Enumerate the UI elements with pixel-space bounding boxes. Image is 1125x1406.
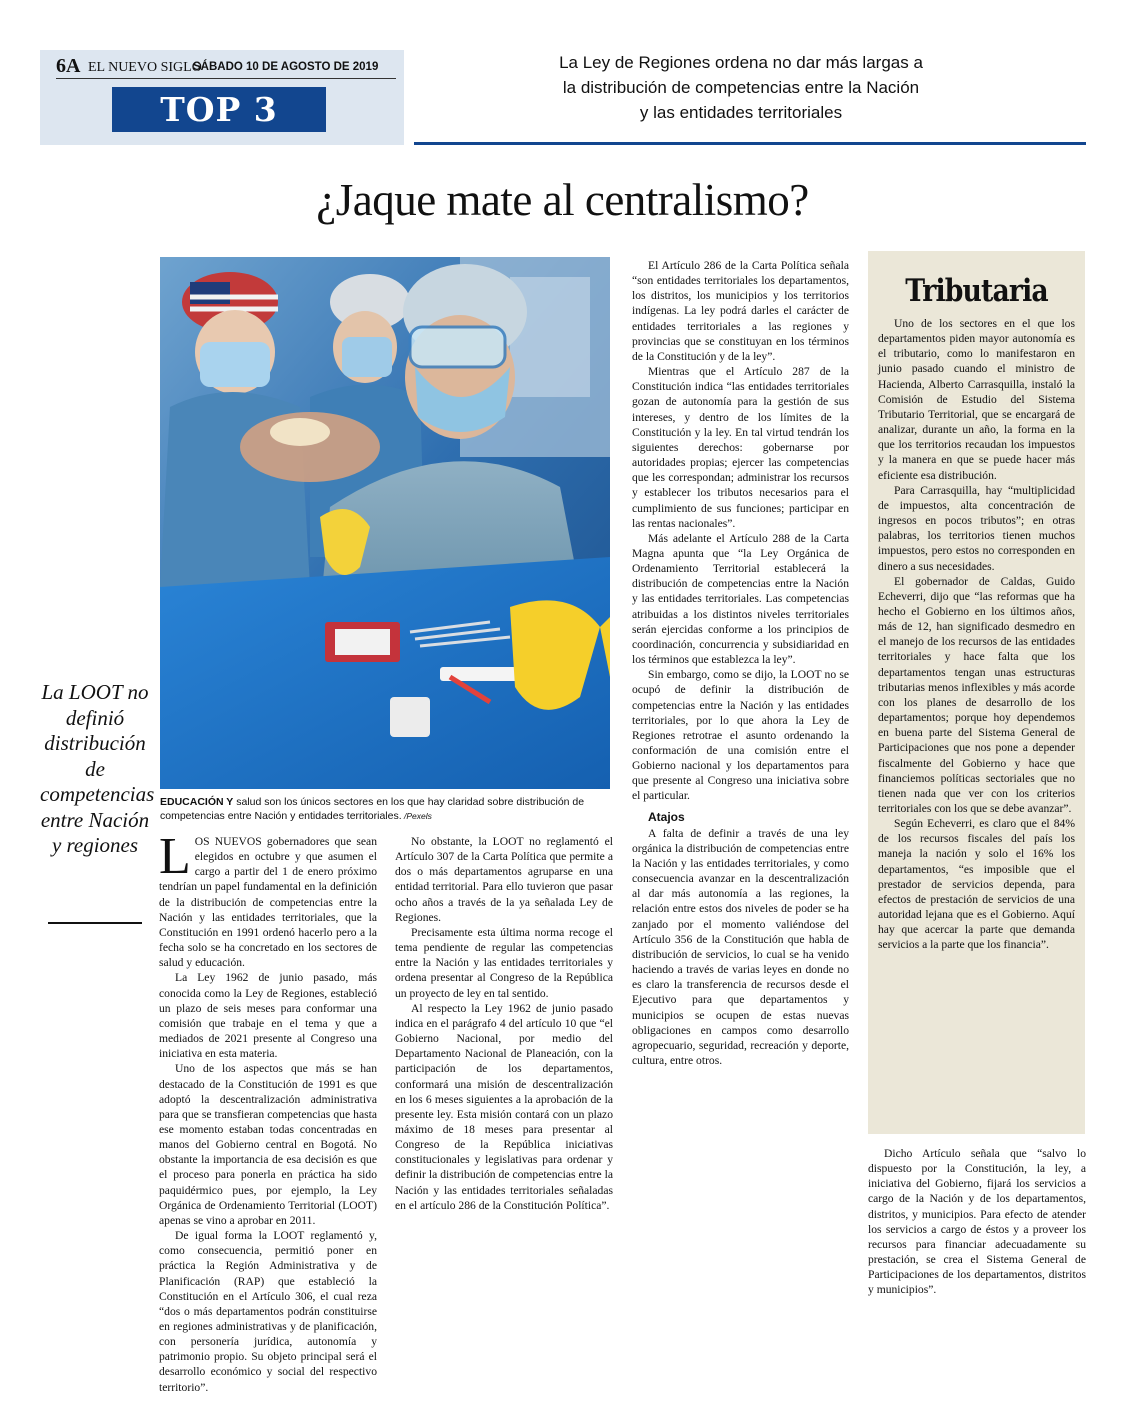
article-paragraph: LOS NUEVOS gobernadores que sean elegidos en octubre y que asumen el cargo a partir del 1 de enero próximo tendrían un papel fundamental en la definición de la distribución de competencias entre la Nación y las entidades territoriales, que la Constitución en 1991 ordenó hacerlo pero a la fecha solo se ha concretado en los sectores de salud y educación. bbox=[159, 828, 377, 970]
header-blue-rule bbox=[414, 142, 1086, 145]
photo-caption bbox=[160, 795, 615, 823]
kicker bbox=[416, 50, 1066, 125]
article-paragraph: Dicho Artículo señala que “salvo lo dispuesto por la Constitución, la ley, a iniciativa del Gobierno, fijará los servicios a cargo de la Nación y de los departamentos, distritos, y municipios. Para efecto de atender los servicios a cargo de éstos y a proveer los recursos para financiar adecuadamente su prestación, se crea el Sistema General de Participaciones de los departamentos, distritos y municipios”. bbox=[868, 1147, 1086, 1297]
article-paragraph: La Ley 1962 de junio pasado, más conocida como la Ley de Regiones, estableció un plazo de seis meses para conformar una comisión que trabaje en el tema y que a mediados de 2021 presente al Congreso una iniciativa en esta materia. bbox=[159, 971, 377, 1061]
article-paragraph: Al respecto la Ley 1962 de junio pasado indica en el parágrafo 4 del artículo 10 que “el Gobierno Nacional, por medio del Departamento Nacional de Planeación, con la participación de los departamentos, conformará una misión de descentralización en los 6 meses siguientes a la aprobación de la presente ley. Esta misión contará con un plazo máximo de 18 meses para presentar al Congreso de la República iniciativas constitucionales y legislativas para ordenar y definir la distribución de competencias entre la Nación y las entidades territoriales señaladas en el artículo 286 de la Constitución Política”. bbox=[395, 1001, 613, 1212]
article-paragraph: De igual forma la LOOT reglamentó y, como consecuencia, permitió poner en práctica la Región Administrativa y de Planificación (RAP) que estableció la Constitución en el Artículo 306, el cual reza “dos o más departamentos podrán constituirse en regiones administrativas y de planificación, con personería jurídica, autonomía y patrimonio propio. Su objeto principal será el desarrollo económico y social del respectivo territorio”. bbox=[159, 1229, 377, 1394]
drop-cap: L bbox=[159, 828, 191, 885]
sidebar-paragraph: Para Carrasquilla, hay “multiplicidad de impuestos, alta concentración de ingresos en pocos tributos”; en otras palabras, los territorios tienen muchos impuestos, pero estos no corresponden en dinero a sus necesidades. bbox=[878, 483, 1075, 573]
sidebar-paragraph: Uno de los sectores en el que los departamentos piden mayor autonomía es el tributario, como lo manifestaron en junio pasado cuando el ministro de Hacienda, Alberto Carrasquilla, instaló la Comisión de Estudio del Sistema Tributario Territorial, que se encargará de analizar, durante un año, la forma en la que los territorios recaudan los impuestos y la manera en que se puede hacer más eficiente esa distribución. bbox=[878, 317, 1075, 482]
sidebar-paragraph: Según Echeverri, es claro que el 84% de los recursos fiscales del país los maneja la nación y solo el 16% los departamentos, “es imposible que el prestador de servicios dependa, para efectos de prestación de servicios de una autoridad lejana que es el Gobierno. Aquí hay que acercar la parte que demanda servicios a la parte que los financia”. bbox=[878, 817, 1075, 952]
kicker-line: La Ley de Regiones ordena no dar más largas a bbox=[559, 53, 923, 72]
section-badge: TOP 3 bbox=[112, 87, 326, 132]
header-rule bbox=[56, 78, 396, 79]
article-paragraph: Más adelante el Artículo 288 de la Carta Magna apunta que “la Ley Orgánica de Ordenamiento Territorial establecerá la distribución de competencias entre la Nación y las entidades territoriales. Las competencias atribuidas a los distintos niveles territoriales serán ejercidas conforme a los principios de coordinación, concurrencia y subsidiaridad en los términos que establezca la ley”. bbox=[632, 531, 849, 667]
article-paragraph: Mientras que el Artículo 287 de la Constitución indica “las entidades territoriales gozan de autonomía para la gestión de sus intereses, y dentro de los límites de la Constitución y la ley. En tal virtud tendrán los siguientes derechos: gobernarse por autoridades propias; ejercer las competencias que les correspondan; administrar los recursos y establecer los tributos necesarios para el cumplimiento de sus funciones; participar en las rentas nacionales”. bbox=[632, 365, 849, 530]
issue-date: SÁBADO 10 DE AGOSTO DE 2019 bbox=[193, 61, 379, 73]
caption-text: salud son los únicos sectores en los que hay claridad sobre distribución de competencias entre Nación y entidades territoriales. bbox=[160, 796, 585, 822]
pull-quote-rule bbox=[48, 922, 142, 924]
kicker-line: la distribución de competencias entre la Nación bbox=[562, 78, 920, 97]
article-paragraph: Uno de los aspectos que más se han destacado de la Constitución de 1991 es que adoptó la descentralización administrativa para que se transfieran competencias que hasta ese momento estaban todas concentradas en manos del Gobierno central en Bogotá. No obstante la importancia de esa decisión es que el proceso para ponerla en práctica ha sido paquidérmico pues, por ejemplo, la Ley Orgánica de Ordenamiento Territorial (LOOT) apenas se vino a aprobar en 2011. bbox=[159, 1062, 377, 1227]
surgery-illustration bbox=[160, 257, 610, 789]
pull-quote: La LOOT no definió distribución de competencias entre Nación y regiones bbox=[40, 680, 155, 857]
article-paragraph: A falta de definir a través de una ley orgánica la distribución de competencias entre la Nación y las entidades territoriales, y como consecuencia avanzar en la descentralización al dar más autonomía a las regiones, la relación entre estos dos niveles de poder se ha zanjado por el momento valiéndose del Artículo 356 de la Constitución que habla de distribución de servicios, lo cual se ha venido haciendo a través de varias leyes en donde no es claro la transferencia de recursos desde el Ejecutivo para que departamentos y municipios se ocupen de estas nuevas obligaciones en campos como desarrollo agropecuario, seguridad, recreación y deporte, cultura, entre otros. bbox=[632, 826, 849, 1067]
caption-lead: EDUCACIÓN Y bbox=[160, 796, 234, 808]
surgery-photo bbox=[160, 257, 610, 789]
article-column-1 bbox=[159, 828, 377, 1394]
newspaper-name: EL NUEVO SIGLO bbox=[88, 60, 202, 75]
article-column-4 bbox=[868, 1146, 1086, 1298]
article-paragraph: Precisamente esta última norma recoge el tema pendiente de regular las competencias entre la Nación y las entidades territoriales y ordena presentar al Congreso de la República un proyecto de ley en tal sentido. bbox=[395, 925, 613, 1000]
sidebar-paragraph: El gobernador de Caldas, Guido Echeverri, dijo que “las reformas que ha hecho el Gobierno en los últimos años, más de 12, han significado desmedro en el manejo de los recursos de las entidades territoriales y hace falta que los departamentos tengan unas estructuras tributarias menos inflexibles y más acorde con los planes de desarrollo de los departamentos; porque hoy dependemos en buena parte del Sistema General de Participaciones que nos pone a depender fiscalmente del Gobierno y hace que financiemos políticas sectoriales que no tienen nada que ver con los criterios territoriales con los que se debe avanzar”. bbox=[878, 574, 1075, 815]
article-column-3 bbox=[632, 258, 849, 1068]
sidebar-title: Tributaria bbox=[905, 273, 1048, 309]
article-column-2 bbox=[395, 834, 613, 1213]
sidebar-text bbox=[878, 316, 1075, 953]
kicker-line: y las entidades territoriales bbox=[639, 103, 843, 122]
page-number: 6A bbox=[56, 55, 81, 77]
photo-credit: /Pexels bbox=[401, 811, 432, 821]
article-paragraph: El Artículo 286 de la Carta Política señala “son entidades territoriales los departamentos, los distritos, los municipios y los territorios indígenas. La ley podrá darles el carácter de entidades territoriales a las regiones y provincias que se constituyan en los términos de la Constitución y de la ley”. bbox=[632, 259, 849, 363]
headline: ¿Jaque mate al centralismo? bbox=[316, 175, 809, 225]
article-paragraph: No obstante, la LOOT no reglamentó el Artículo 307 de la Carta Política que permite a dos o más departamentos agruparse en una entidad territorial. Para ello tuvieron que pasar ocho años a través de la ya señalada Ley de Regiones. bbox=[395, 835, 613, 924]
subhead: Atajos bbox=[648, 809, 685, 824]
article-paragraph: Sin embargo, como se dijo, la LOOT no se ocupó de definir la distribución de competencias entre la Nación y las entidades territoriales, por lo que ahora la Ley de Regiones retrotrae el asunto ordenando la conformación de una comisión entre el Gobierno nacional y los departamentos para que presente al Congreso una iniciativa sobre el particular. bbox=[632, 668, 849, 803]
